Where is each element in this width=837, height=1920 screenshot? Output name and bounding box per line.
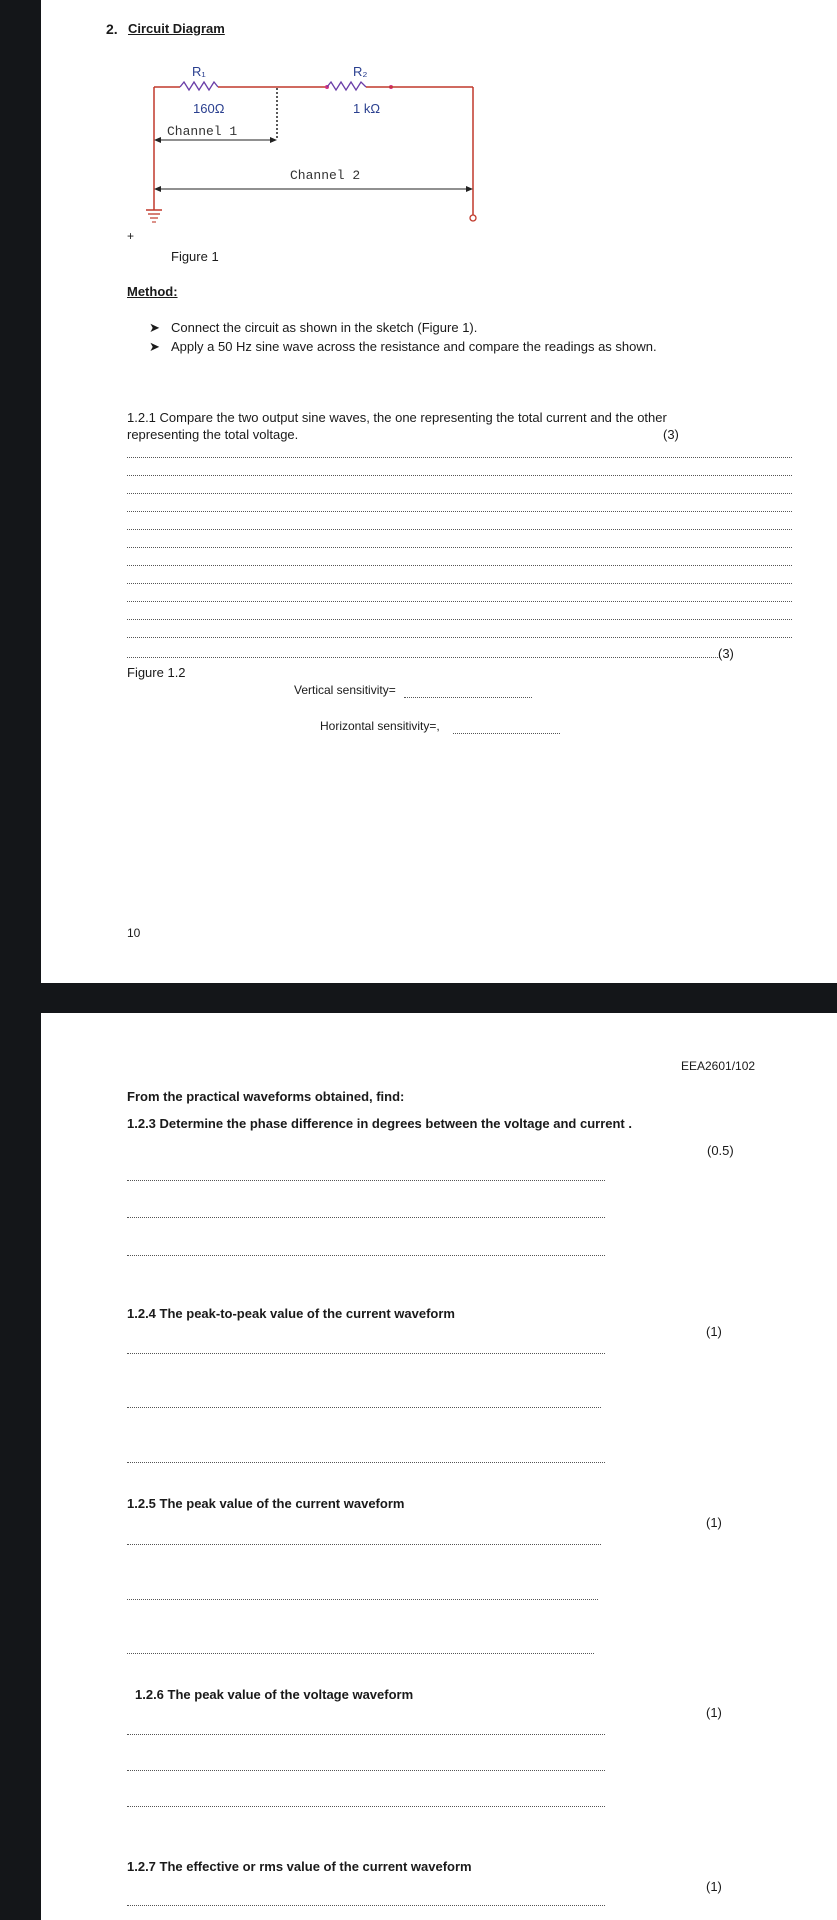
answer-line[interactable] [127, 1462, 605, 1463]
question-1-2-4-marks: (1) [706, 1324, 722, 1339]
question-1-2-7: 1.2.7 The effective or rms value of the current waveform [127, 1859, 472, 1874]
channel2-label: Channel 2 [290, 168, 361, 183]
method-heading: Method: [127, 284, 178, 299]
arrow-bullet-icon: ➤ [149, 320, 160, 335]
resistor-r2 [327, 82, 366, 90]
r2-value: 1 kΩ [353, 101, 381, 116]
section-number: 2. [106, 21, 118, 37]
question-1-2-4: 1.2.4 The peak-to-peak value of the current waveform [127, 1306, 455, 1321]
answer-line[interactable] [127, 583, 792, 584]
answer-line[interactable] [127, 637, 792, 638]
answer-line[interactable] [127, 601, 792, 602]
resistor-r1 [180, 82, 218, 90]
arrow-bullet-icon: ➤ [149, 339, 160, 354]
answer-line[interactable] [127, 493, 792, 494]
answer-line[interactable] [127, 1734, 605, 1735]
channel1-arrow-right [270, 137, 277, 143]
answer-line[interactable] [127, 657, 720, 658]
vertical-sensitivity-input[interactable] [404, 697, 532, 698]
answer-line[interactable] [127, 475, 792, 476]
answer-line[interactable] [127, 1255, 605, 1256]
answer-line[interactable] [127, 1544, 601, 1545]
r1-label: R₁ [192, 64, 206, 79]
question-1-2-1-line1: 1.2.1 Compare the two output sine waves, the one representing the total current and the other [127, 410, 667, 425]
question-1-2-1-line2: representing the total voltage. [127, 427, 299, 442]
question-1-2-5-marks: (1) [706, 1515, 722, 1530]
question-1-2-5: 1.2.5 The peak value of the current waveform [127, 1496, 405, 1511]
answer-line[interactable] [127, 1653, 594, 1654]
terminal-right [470, 215, 476, 221]
question-1-2-7-marks: (1) [706, 1879, 722, 1894]
dots-end-marks: (3) [718, 646, 734, 661]
answer-line[interactable] [127, 1599, 598, 1600]
answer-line[interactable] [127, 1770, 605, 1771]
section-title: Circuit Diagram [128, 21, 225, 36]
question-1-2-6: 1.2.6 The peak value of the voltage waveform [135, 1687, 414, 1702]
question-1-2-3-marks: (0.5) [707, 1143, 734, 1158]
horizontal-sensitivity-input[interactable] [453, 733, 560, 734]
channel1-arrow-left [154, 137, 161, 143]
r2-label: R₂ [353, 64, 368, 79]
channel2-arrow-right [466, 186, 473, 192]
r1-value: 160Ω [193, 101, 225, 116]
figure1-caption: Figure 1 [171, 249, 219, 264]
page-number: 10 [127, 926, 141, 940]
plus-sign: + [127, 229, 135, 243]
intro-text: From the practical waveforms obtained, find: [127, 1089, 405, 1104]
method-step: ➤ Apply a 50 Hz sine wave across the resistance and compare the readings as shown. [149, 339, 657, 354]
method-steps-list [149, 320, 657, 358]
document-page-2 [41, 1013, 837, 1920]
answer-line[interactable] [127, 565, 792, 566]
horizontal-sensitivity-label: Horizontal sensitivity=, [320, 719, 440, 733]
answer-line[interactable] [127, 1217, 605, 1218]
answer-line[interactable] [127, 547, 792, 548]
answer-line[interactable] [127, 1180, 605, 1181]
channel2-arrow-left [154, 186, 161, 192]
channel1-label: Channel 1 [167, 124, 238, 139]
method-step: ➤ Connect the circuit as shown in the sketch (Figure 1). [149, 320, 478, 335]
circuit-diagram [41, 0, 837, 270]
answer-line[interactable] [127, 619, 792, 620]
answer-line[interactable] [127, 511, 792, 512]
question-1-2-6-marks: (1) [706, 1705, 722, 1720]
question-1-2-1-marks: (3) [663, 427, 679, 442]
header-code: EEA2601/102 [681, 1059, 756, 1073]
answer-line[interactable] [127, 1407, 601, 1408]
document-page-1 [41, 0, 837, 983]
vertical-sensitivity-label: Vertical sensitivity= [294, 683, 396, 697]
answer-line[interactable] [127, 457, 792, 458]
question-1-2-3: 1.2.3 Determine the phase difference in degrees between the voltage and current . [127, 1116, 632, 1131]
answer-line[interactable] [127, 1353, 605, 1354]
answer-line[interactable] [127, 529, 792, 530]
figure-1-2-caption: Figure 1.2 [127, 665, 186, 680]
answer-line[interactable] [127, 1806, 605, 1807]
answer-line[interactable] [127, 1905, 605, 1906]
